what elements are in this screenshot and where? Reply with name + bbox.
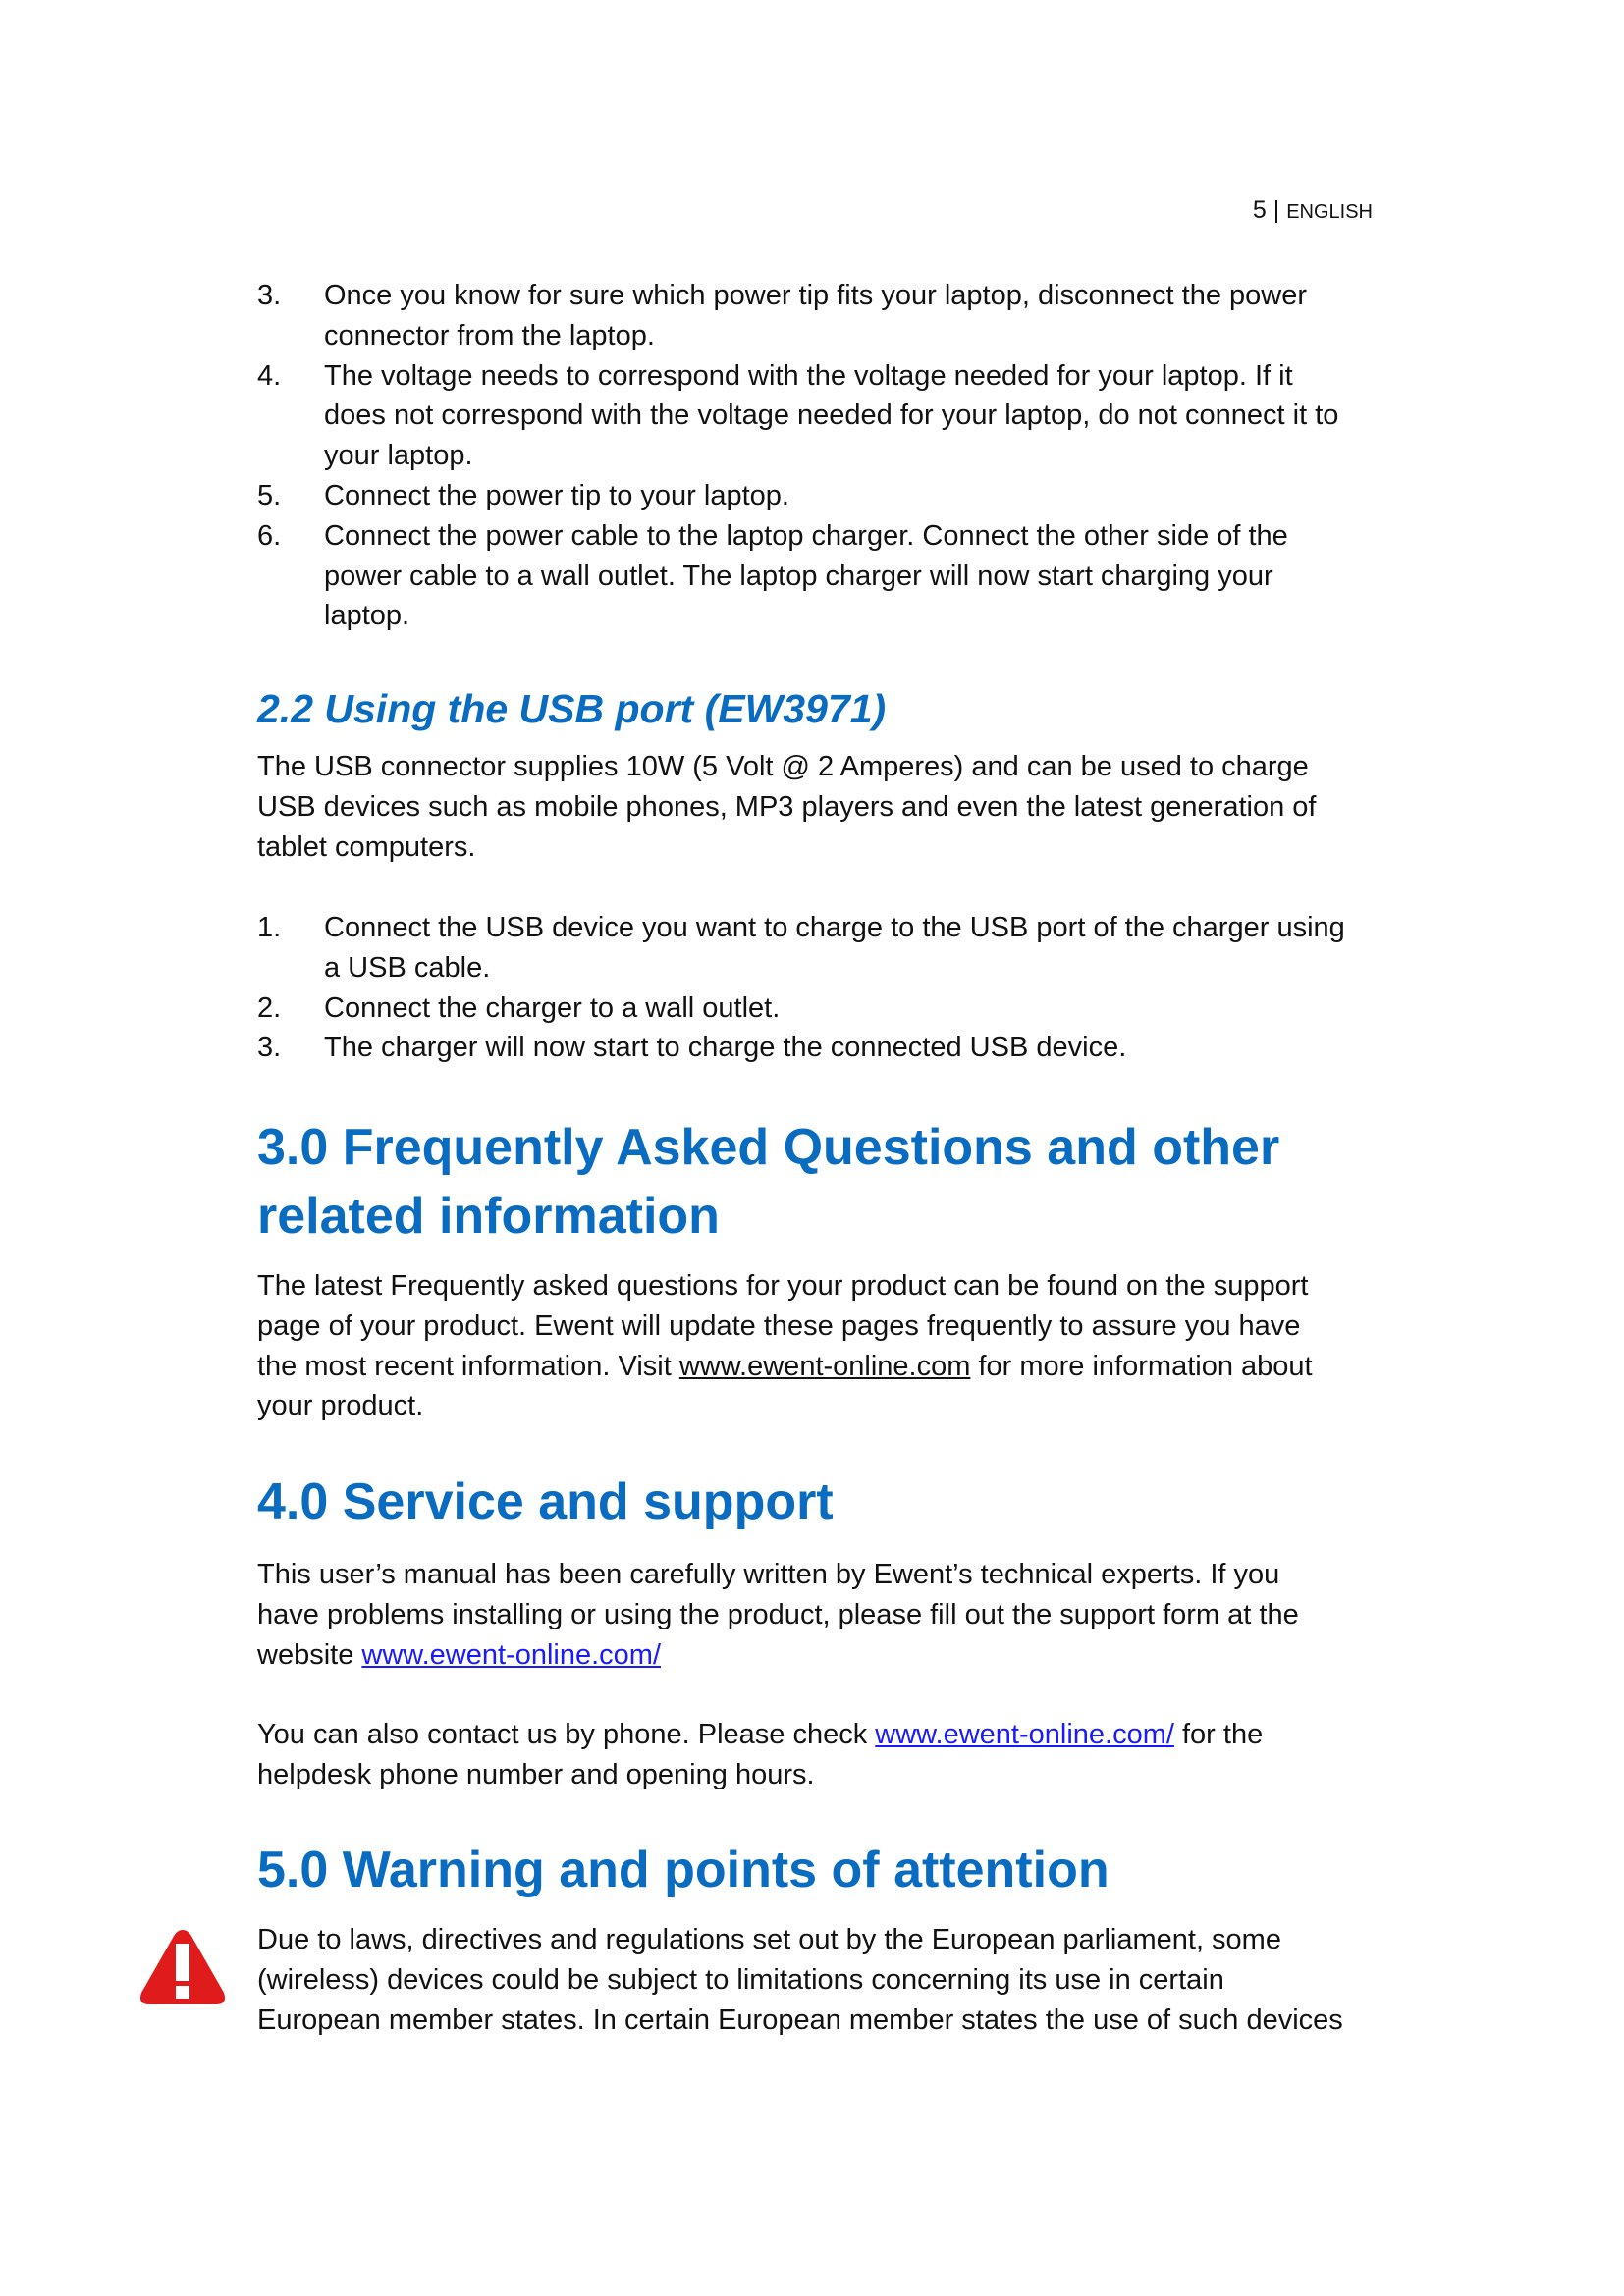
ewent-website-link[interactable]: www.ewent-online.com xyxy=(678,1350,971,1382)
list-item xyxy=(257,356,1396,476)
page-number: 5 xyxy=(1252,196,1267,224)
header-language: ENGLISH xyxy=(1286,201,1373,223)
paragraph-line: USB devices such as mobile phones, MP3 players and even the latest generation of xyxy=(257,790,1317,823)
paragraph-line: European member states. In certain European member states the use of such devices xyxy=(257,2003,1343,2036)
section-heading-usb: 2.2 Using the USB port (EW3971) xyxy=(257,686,887,731)
list-item xyxy=(257,476,1396,516)
paragraph-line: helpdesk phone number and opening hours. xyxy=(257,1758,815,1790)
support-paragraph-1 xyxy=(257,1555,1396,1675)
paragraph-line: have problems installing or using the product, please fill out the support form at the xyxy=(257,1598,1299,1630)
support-paragraph-2 xyxy=(257,1715,1396,1795)
list-item xyxy=(257,908,1396,988)
item-text: does not correspond with the voltage needed for your laptop, do not connect it to xyxy=(324,400,1339,432)
item-text: Connect the power tip to your laptop. xyxy=(324,479,789,511)
paragraph-line xyxy=(257,1347,1396,1387)
list-item xyxy=(257,1028,1396,1068)
paragraph-line: tablet computers. xyxy=(257,830,476,863)
list-item xyxy=(257,276,1396,356)
heading-line: 3.0 Frequently Asked Questions and other xyxy=(257,1119,1280,1176)
helpdesk-link[interactable]: www.ewent-online.com/ xyxy=(875,1719,1174,1750)
heading-line: related information xyxy=(257,1188,720,1245)
item-number: 5. xyxy=(257,479,282,511)
text: for more information about xyxy=(970,1350,1313,1382)
section-heading-warning: 5.0 Warning and points of attention xyxy=(257,1842,1110,1898)
text: the most recent information. Visit xyxy=(257,1350,679,1382)
usb-steps-list xyxy=(257,908,1396,1068)
item-number: 4. xyxy=(257,359,282,392)
item-text: connector from the laptop. xyxy=(324,319,655,351)
page-header xyxy=(1253,196,1373,225)
item-text: power cable to a wall outlet. The laptop charger will now start charging your xyxy=(324,560,1273,592)
paragraph-line: Due to laws, directives and regulations set out by the European parliament, some xyxy=(257,1924,1281,1955)
usb-paragraph xyxy=(257,747,1396,867)
item-text: laptop. xyxy=(324,600,410,632)
list-item xyxy=(257,988,1396,1029)
item-text: The voltage needs to correspond with the voltage needed for your laptop. If it xyxy=(324,359,1293,392)
faq-paragraph xyxy=(257,1266,1396,1426)
item-number: 1. xyxy=(257,912,282,943)
paragraph-line: page of your product. Ewent will update these pages frequently to assure you have xyxy=(257,1309,1301,1342)
item-number: 6. xyxy=(257,519,282,552)
section-heading-support: 4.0 Service and support xyxy=(257,1473,834,1530)
paragraph-line xyxy=(257,1715,1396,1755)
paragraph-line: The USB connector supplies 10W (5 Volt @ 2 Amperes) and can be used to charge xyxy=(257,751,1309,782)
item-text: a USB cable. xyxy=(324,951,491,984)
text: You can also contact us by phone. Please check xyxy=(257,1719,876,1750)
item-text: The charger will now start to charge the connected USB device. xyxy=(324,1032,1127,1064)
paragraph-line: your product. xyxy=(257,1390,424,1422)
text: for the xyxy=(1173,1719,1264,1750)
item-number: 3. xyxy=(257,1032,282,1064)
item-text: Connect the USB device you want to charge to the USB port of the charger using xyxy=(324,912,1345,943)
list-item xyxy=(257,516,1396,636)
item-text: Connect the charger to a wall outlet. xyxy=(324,991,781,1024)
paragraph-line xyxy=(257,1635,1396,1676)
paragraph-line: The latest Frequently asked questions for your product can be found on the support xyxy=(257,1270,1309,1302)
item-number: 2. xyxy=(257,991,282,1024)
text: website xyxy=(257,1638,362,1671)
steps-list-top xyxy=(257,276,1396,636)
warning-paragraph xyxy=(257,1920,1396,2040)
item-text: Once you know for sure which power tip fits your laptop, disconnect the power xyxy=(324,280,1308,311)
item-number: 3. xyxy=(257,280,282,311)
section-heading-faq xyxy=(257,1113,1279,1251)
header-separator: | xyxy=(1272,196,1280,224)
item-text: your laptop. xyxy=(324,440,473,472)
paragraph-line: (wireless) devices could be subject to limitations concerning its use in certain xyxy=(257,1963,1224,1996)
warning-triangle-icon xyxy=(137,1926,228,2008)
support-form-link[interactable]: www.ewent-online.com/ xyxy=(361,1638,662,1671)
paragraph-line: This user’s manual has been carefully written by Ewent’s technical experts. If you xyxy=(257,1559,1280,1590)
item-text: Connect the power cable to the laptop charger. Connect the other side of the xyxy=(324,519,1288,552)
